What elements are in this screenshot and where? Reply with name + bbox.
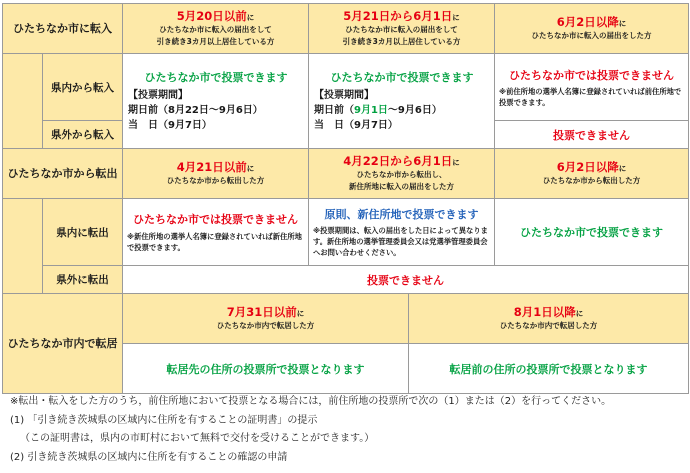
row-label-move-in: ひたちなか市に転入 — [3, 4, 123, 54]
move-out-col2-header: 4月22日から6月1日に ひたちなか市から転出し、 新住所地に転入の届出をした方 — [309, 149, 495, 199]
row-label-relocate: ひたちなか市内で転居 — [3, 294, 123, 394]
side-spacer-2 — [3, 199, 43, 294]
voting-eligibility-table — [2, 3, 689, 394]
move-out-col3-header: 6月2日以降に ひたちなか市から転出した方 — [495, 149, 689, 199]
relocate-col2-status: 転居前の住所の投票所で投票となります — [409, 344, 689, 394]
side-spacer-1 — [3, 54, 43, 149]
sub-label-from-outside: 県外から転入 — [43, 121, 123, 149]
move-out-col2-status: 原則、新住所地で投票できます ※投票期間は、転入の届出をした日によって異なります。新住所地の選挙管理委員会又は党選挙管理委員会へお問い合わせください。 — [309, 199, 495, 266]
footnotes — [10, 393, 686, 467]
relocate-col1-header: 7月31日以前に ひたちなか市内で転居した方 — [123, 294, 409, 344]
footnote-item-2: (2) 引き続き茨城県の区域内に住所を有することの確認の申請 — [10, 451, 288, 463]
relocate-col1-status: 転居先の住所の投票所で投票となります — [123, 344, 409, 394]
footnote-item-1-detail: （この証明書は，県内の市町村において無料で交付を受けることができます。） — [20, 433, 375, 444]
move-in-col1-status: ひたちなか市で投票できます 【投票期間】 期日前（8月22日～9月6日） 当 日（9月7日） — [123, 54, 309, 149]
footnote-item-1: (1) 「引き続き茨城県の区域内に住所を有することの証明書」の提示 — [10, 414, 318, 426]
sub-label-to-outside: 県外に転出 — [43, 266, 123, 294]
move-in-col3-header: 6月2日以降に ひたちなか市に転入の届出をした方 — [495, 4, 689, 54]
voting-eligibility-table-wrapper — [2, 3, 688, 394]
sub-label-to-prefecture: 県内に転出 — [43, 199, 123, 266]
move-in-col3-prefecture-status: ひたちなか市では投票できません ※前住所地の選挙人名簿に登録されていれば前住所地で投票できます。 — [495, 54, 689, 121]
move-in-col2-status: ひたちなか市で投票できます 【投票期間】 期日前（9月1日～9月6日） 当 日（9月7日） — [309, 54, 495, 149]
footnote-main: ※転出・転入をした方のうち，前住所地において投票となる場合には，前住所地の投票所で次の（1）または（2）を行ってください。 — [10, 396, 612, 407]
sub-label-from-prefecture: 県内から転入 — [43, 54, 123, 121]
move-in-col3-outside-status: 投票できません — [495, 121, 689, 149]
move-out-col1-header: 4月21日以前に ひたちなか市から転出した方 — [123, 149, 309, 199]
row-label-move-out: ひたちなか市から転出 — [3, 149, 123, 199]
move-in-col1-header: 5月20日以前に ひたちなか市に転入の届出をして 引き続き3カ月以上居住している方 — [123, 4, 309, 54]
move-out-outside-status: 投票できません — [123, 266, 689, 294]
move-in-col2-header: 5月21日から6月1日に ひたちなか市に転入の届出をして 引き続き3カ月以上居住している方 — [309, 4, 495, 54]
move-out-col3-status: ひたちなか市で投票できます — [495, 199, 689, 266]
relocate-col2-header: 8月1日以降に ひたちなか市内で転居した方 — [409, 294, 689, 344]
move-out-col1-status: ひたちなか市では投票できません ※新住所地の選挙人名簿に登録されていれば新住所地で投票できます。 — [123, 199, 309, 266]
